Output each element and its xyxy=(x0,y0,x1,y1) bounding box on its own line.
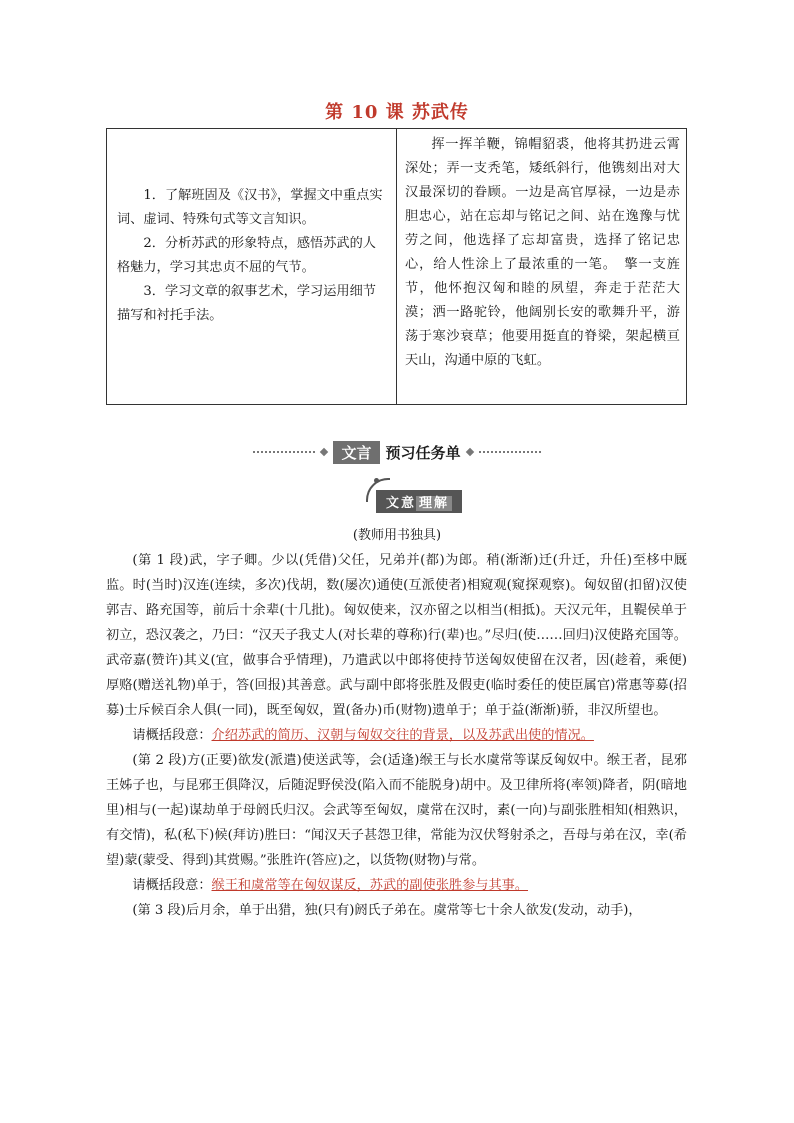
section-banner xyxy=(0,440,794,464)
teacher-note: (教师用书独具) xyxy=(352,528,442,543)
subsection-badge xyxy=(366,478,466,512)
paragraph: (第 2 段)方(正要)欲发(派遣)使送武等，会(适逢)缑王与长水虞常等谋反匈奴中。缑王者，昆邪王姊子也，与昆邪王俱降汉，后随浞野侯没(陷入而不能脱身)胡中。及卫律所将(率领)降者，阴(暗地里)相与(一起)谋劫单于母阏氏归汉。会武等至匈奴，虞常在汉时，素(一向)与副张胜相知(相熟识，有交情)，私(私下)候(拜访)胜曰：“闻汉天子甚怨卫律，常能为汉伏弩射杀之，吾母与弟在汉，幸(希望)蒙(蒙受、得到)其赏赐。”张胜许(答应)之，以货物(财物)与常。 xyxy=(106,753,687,868)
learning-goals xyxy=(107,129,397,404)
intro-passage xyxy=(397,129,686,404)
intro-table xyxy=(106,128,687,405)
section-tag: 文言 xyxy=(333,441,379,464)
goal-item: 3．学习文章的叙事艺术，学习运用细节描写和衬托手法。 xyxy=(117,284,376,323)
page-title: 第 10 课 苏武传 xyxy=(325,102,469,123)
section-title: 预习任务单 xyxy=(385,443,461,462)
summary-answer: 介绍苏武的简历、汉朝与匈奴交往的背景，以及苏武出使的情况。 xyxy=(211,728,594,743)
dotted-divider-left xyxy=(253,451,315,453)
diamond-icon xyxy=(320,448,328,456)
paragraph: (第 3 段)后月余，单于出猎，独(只有)阏氏子弟在。虞常等七十余人欲发(发动，动手)， xyxy=(132,903,642,918)
summary-prompt: 请概括段意： xyxy=(132,878,212,893)
subsection-label xyxy=(376,490,462,513)
paragraph: (第 1 段)武，字子卿。少以(凭借)父任，兄弟并(都)为郎。稍(渐渐)迁(升迁，升任)至栘中厩监。时(当时)汉连(连续，多次)伐胡，数(屡次)通使(互派使者)相窥观(窥探观察)。匈奴留(扣留)汉使郭吉、路充国等，前后十余辈(十几批)。匈奴使来，汉亦留之以相当(相抵)。天汉元年，且鞮侯单于初立，恐汉袭之，乃曰：“汉天子我丈人(对长辈的尊称)行(辈)也。”尽归(使……回归)汉使路充国等。武帝嘉(赞许)其义(宜，做事合乎情理)，乃遣武以中郎将使持节送匈奴使留在汉者，因(趁着，乘便)厚赂(赠送礼物)单于，答(回报)其善意。武与副中郎将张胜及假吏(临时委任的使臣属官)常惠等募(招募)士斥候百余人俱(一同)，既至匈奴，置(备办)币(财物)遗单于；单于益(渐渐)骄，非汉所望也。 xyxy=(106,553,687,718)
goal-item: 2．分析苏武的形象特点，感悟苏武的人格魅力，学习其忠贞不屈的气节。 xyxy=(117,236,376,275)
goal-item: 1．了解班固及《汉书》，掌握文中重点实词、虚词、特殊句式等文言知识。 xyxy=(117,188,383,227)
subsection-label-2: 理解 xyxy=(416,496,452,511)
diamond-icon xyxy=(465,448,473,456)
dot-icon xyxy=(374,478,379,483)
main-text xyxy=(106,548,687,923)
summary-prompt: 请概括段意： xyxy=(132,728,212,743)
summary-answer: 缑王和虞常等在匈奴谋反，苏武的副使张胜参与其事。 xyxy=(211,878,529,893)
subsection-label-1: 文意 xyxy=(386,496,417,511)
intro-passage-text: 挥一挥羊鞭，锦帽貂裘，他将其扔进云霄深处；弄一支秃笔，矮纸斜行，他镌刻出对大汉最深切的眷顾。一边是高官厚禄，一边是赤胆忠心，站在忘却与铭记之间、站在逸豫与忧劳之间，他选择了忘却富贵，选择了铭记忠心，给人性涂上了最浓重的一笔。 擎一支旌节，他怀抱汉匈和睦的夙望，奔走于茫茫大漠；洒一路驼铃，他阔别长安的歌舞升平，游荡于寒沙衰草；他要用挺直的脊梁，架起横亘天山，沟通中原的飞虹。 xyxy=(405,137,680,368)
dotted-divider-right xyxy=(479,451,541,453)
summary-line xyxy=(106,873,687,898)
summary-line xyxy=(106,723,687,748)
